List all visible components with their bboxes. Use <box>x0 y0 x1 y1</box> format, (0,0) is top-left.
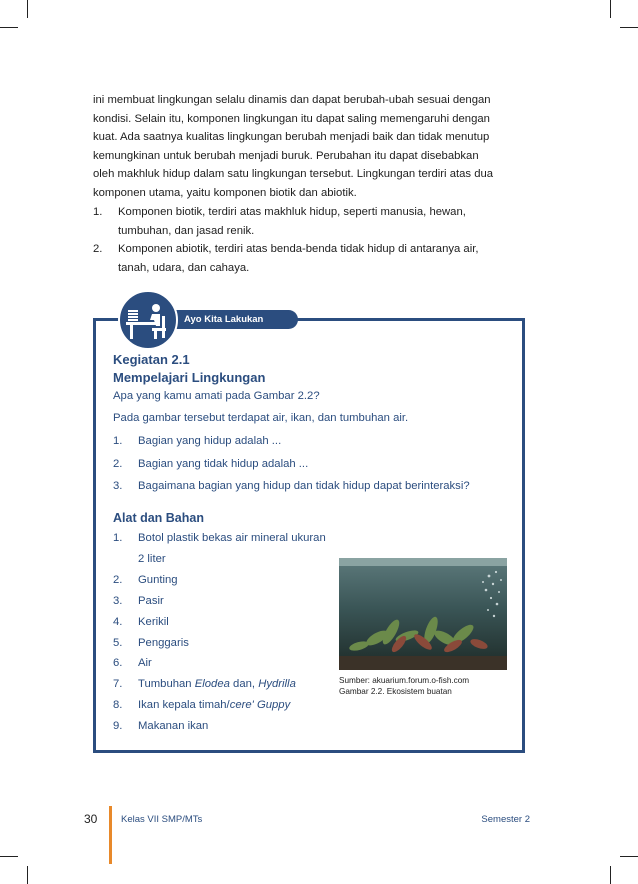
crop-mark <box>610 866 611 884</box>
student-desk-icon <box>118 290 178 350</box>
footer-semester: Semester 2 <box>481 814 530 825</box>
list-number: 1. <box>93 206 103 218</box>
list-item: 6. Air <box>113 657 152 670</box>
paragraph-line: kondisi. Selain itu, komponen lingkungan itu dapat saling memengaruhi dengan <box>93 112 490 125</box>
body-paragraph <box>93 91 530 203</box>
component-list <box>93 203 530 277</box>
crop-mark <box>0 856 18 857</box>
photo-source: Sumber: akuarium.forum.o-fish.com <box>339 676 470 685</box>
list-item: 9. Makanan ikan <box>113 720 209 733</box>
list-item: 4. Kerikil <box>113 615 169 628</box>
footer-class: Kelas VII SMP/MTs <box>121 814 203 825</box>
list-text: Komponen biotik, terdiri atas makhluk hidup, seperti manusia, hewan, tumbuhan, dan jasad renik. <box>118 206 466 237</box>
footer-divider <box>109 806 112 864</box>
page-number: 30 <box>84 812 98 826</box>
list-text: Komponen abiotik, terdiri atas benda-benda tidak hidup di antaranya air, tanah, udara, dan cahaya. <box>118 243 479 274</box>
crop-mark <box>610 0 611 18</box>
list-item: 3. Bagaimana bagian yang hidup dan tidak hidup dapat berinteraksi? <box>113 480 470 492</box>
aquarium-photo <box>339 558 507 670</box>
activity-statement: Pada gambar tersebut terdapat air, ikan, dan tumbuhan air. <box>113 412 409 424</box>
photo-caption <box>339 676 469 697</box>
list-item: 2. Bagian yang tidak hidup adalah ... <box>113 457 309 470</box>
paragraph-line: oleh makhluk hidup dalam satu lingkungan tersebut. Lingkungan terdiri atas dua <box>93 168 494 181</box>
list-item: 3. Pasir <box>113 594 164 607</box>
crop-mark <box>620 856 638 857</box>
crop-mark <box>27 866 28 884</box>
crop-mark <box>27 0 28 18</box>
list-item: 1. Bagian yang hidup adalah ... <box>113 435 282 447</box>
crop-mark <box>620 27 638 28</box>
materials-title: Alat dan Bahan <box>113 511 204 525</box>
question-list <box>113 430 513 498</box>
list-item: 7. Tumbuhan Elodea dan, Hydrilla <box>113 678 296 691</box>
paragraph-line: kuat. Ada saatnya kualitas lingkungan berubah menjadi baik dan tidak menutup <box>93 131 490 144</box>
activity-title: Kegiatan 2.1 <box>113 352 190 367</box>
list-item <box>93 203 530 240</box>
crop-mark <box>0 27 18 28</box>
list-item <box>93 240 530 277</box>
list-number: 2. <box>93 243 103 256</box>
materials-list <box>113 528 333 737</box>
paragraph-line: ini membuat lingkungan selalu dinamis dan dapat berubah-ubah sesuai dengan <box>93 94 491 106</box>
activity-tab: Ayo Kita Lakukan <box>160 310 298 329</box>
list-item: 2. Gunting <box>113 573 178 586</box>
paragraph-line: komponen utama, yaitu komponen biotik dan abiotik. <box>93 186 357 199</box>
photo-figure-label: Gambar 2.2. Ekosistem buatan <box>339 686 452 696</box>
activity-question: Apa yang kamu amati pada Gambar 2.2? <box>113 390 320 402</box>
list-item: 5. Penggaris <box>113 636 189 649</box>
paragraph-line: kemungkinan untuk berubah menjadi buruk. Perubahan itu dapat disebabkan <box>93 149 479 162</box>
list-item: 8. Ikan kepala timah/cere' Guppy <box>113 699 291 712</box>
list-item: 1. Botol plastik bekas air mineral ukuran 2 liter <box>113 532 326 565</box>
activity-subtitle: Mempelajari Lingkungan <box>113 370 266 385</box>
